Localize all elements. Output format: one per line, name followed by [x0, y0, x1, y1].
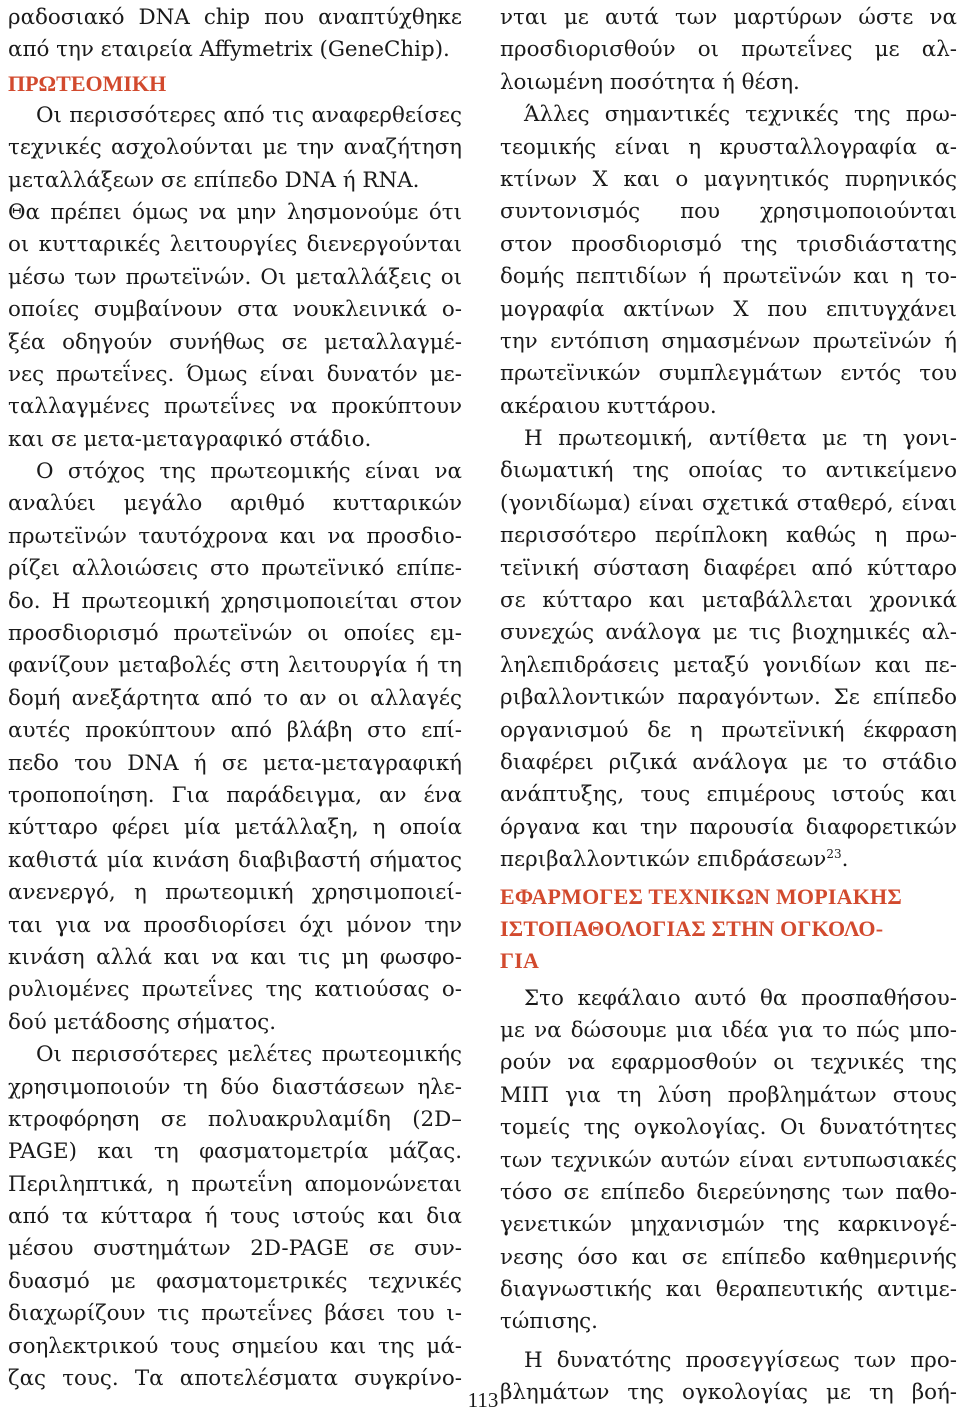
text-line: PAGE) και τη φασματομετρία μάζας. [8, 1139, 462, 1165]
text-line: νες πρωτεΐνες. Όμως είναι δυνατόν με- [8, 361, 462, 387]
text-line: κινάση αλλά και να και τις μη φωσφο- [8, 944, 462, 970]
text-line: ΜΙΠ για τη λύση προβλημάτων στους [500, 1082, 957, 1108]
text-line: περισσότερο περίπλοκη καθώς η πρω- [500, 523, 957, 549]
text-line: σοηλεκτρικού τους σημείου και της μά- [8, 1333, 462, 1359]
text-line: ξέα οδηγούν συνήθως σε μεταλλαγμέ- [8, 329, 462, 355]
text-line: Η δυνατότης προσεγγίσεως των προ- [524, 1347, 957, 1373]
section-heading-proteomics: ΠΡΩΤΕΟΜΙΚΗ [8, 70, 167, 96]
text-line: διαχωρίζουν τις πρωτεΐνες βάσει του ι- [8, 1301, 462, 1327]
text-line: νται με αυτά των μαρτύρων ώστε να [500, 5, 957, 30]
text-line: Θα πρέπει όμως να μην λησμονούμε ότι [8, 199, 462, 225]
text-line: τεχνικές ασχολούνται με την αναζήτηση [8, 135, 462, 161]
text-line: ρυλιομένες πρωτεΐνες της κατιούσας ο- [8, 977, 462, 1003]
left-column [8, 0, 462, 1395]
text-line: μογραφία ακτίνων Χ που επιτυγχάνει [500, 296, 957, 322]
text-line: των τεχνικών αυτών είναι εντυπωσιακές [500, 1147, 957, 1173]
paragraph-applications-continued [500, 1345, 957, 1410]
text-line: Στο κεφάλαιο αυτό θα προσπαθήσου- [524, 985, 957, 1011]
text-line: τομείς της ογκολογίας. Οι δυνατότητες [500, 1115, 957, 1141]
text-line: και σε μετα-μεταγραφικό στάδιο. [8, 426, 372, 452]
text-line: Οι περισσότερες μελέτες πρωτεομικής [36, 1042, 462, 1068]
text-line: καθιστά μία κινάση διαβιβαστή σήματος [8, 847, 462, 873]
text-line: δομή ανεξάρτητα από το αν οι αλλαγές [8, 685, 462, 711]
text-line: προσδιορισθούν οι πρωτεΐνες με αλ- [500, 37, 957, 63]
text-line: χρησιμοποιούν τη δύο διαστάσεων ηλε- [8, 1074, 462, 1100]
text-line: ανενεργό, η πρωτεομική χρησιμοποιεί- [8, 880, 462, 906]
text-line: την εντόπιση σημασμένων πρωτεϊνών ή [500, 328, 957, 354]
paragraph-proteomics-techniques [500, 99, 957, 423]
text-line: συνεχώς ανάλογα με τις βιοχημικές αλ- [500, 620, 957, 646]
text-line: ρούν να εφαρμοσθούν οι τεχνικές της [500, 1050, 957, 1076]
text-line [500, 844, 957, 876]
text-line: οργανισμού δε η πρωτεϊνική έκφραση [500, 717, 957, 743]
text-line: ταλλαγμένες πρωτεΐνες να προκύπτουν [8, 394, 462, 420]
text-line: αναλύει μεγάλο αριθμό κυτταρικών [8, 491, 462, 517]
text-line: νεσης όσο και σε επίπεδο καθημερινής [500, 1244, 957, 1270]
text-line: κύτταρο φέρει μία μετάλλαξη, η οποία [8, 815, 462, 841]
text-line: ρίζει αλλοιώσεις στο πρωτεϊνικό επίπε- [8, 556, 462, 582]
paragraph-proteomics-methods [8, 1039, 462, 1395]
right-column [500, 0, 957, 1410]
text-line: κτίνων Χ και ο μαγνητικός πυρηνικός [500, 166, 957, 192]
text-line: στον προσδιορισμό της τρισδιάστατης [500, 231, 957, 257]
paragraph-applications-intro [500, 983, 957, 1339]
text-line: σε κύτταρο και μεταβάλλεται χρονικά [500, 588, 957, 614]
text-line: Οι περισσότερες από τις αναφερθείσες [36, 102, 462, 128]
text-line: ληλεπιδράσεις μεταξύ γονιδίων και πε- [500, 652, 957, 678]
intro-text [8, 2, 462, 67]
text-line: δού μετάδοσης σήματος. [8, 1009, 277, 1035]
text-line: πρωτεϊνικών συμπλεγμάτων εντός του [500, 361, 957, 387]
text-line: (γονιδίωμα) είναι σχετικά σταθερό, είναι [500, 490, 957, 516]
text-line: μέσου συστημάτων 2D-PAGE σε συν- [8, 1236, 462, 1262]
text-line: γενετικών μηχανισμών της καρκινογέ- [500, 1212, 957, 1238]
text-fragment: . [841, 847, 849, 873]
section-heading-applications [500, 881, 957, 977]
text-line: διαγνωστικής και θεραπευτικής αντιμε- [500, 1277, 957, 1303]
text-line: ται για να προσδιορίσει όχι μόνον την [8, 912, 462, 938]
text-line: βλημάτων της ογκολογίας με τη βοή- [500, 1380, 957, 1406]
text-line: κτροφόρηση σε πολυακρυλαμίδη (2D– [8, 1106, 462, 1132]
paragraph-proteomics-complexity [500, 423, 957, 876]
text-line: τροποποίηση. Για παράδειγμα, αν ένα [8, 782, 462, 808]
text-line: οι κυτταρικές λειτουργίες διενεργούνται [8, 232, 462, 258]
text-line: δο. Η πρωτεομική χρησιμοποιείται στον [8, 588, 462, 614]
citation-reference: 23 [826, 847, 842, 862]
text-line: μεταλλάξεων σε επίπεδο DNA ή RNA. [8, 167, 420, 193]
text-line: τώπισης. [500, 1309, 598, 1335]
text-line: συντονισμός που χρησιμοποιούνται [500, 199, 957, 225]
text-line: όργανα και την παρουσία διαφορετικών [500, 814, 957, 840]
text-fragment: περιβαλλοντικών επιδράσεων [500, 847, 827, 873]
text-line: ραδοσιακό DNA chip που αναπτύχθηκε [8, 5, 462, 30]
text-line: Άλλες σημαντικές τεχνικές της πρω- [524, 102, 957, 128]
text-line: μέσω των πρωτεϊνών. Οι μεταλλάξεις οι [8, 264, 462, 290]
text-line: Ο στόχος της πρωτεομικής είναι να [36, 459, 462, 485]
heading-line: ΓΙΑ [500, 947, 540, 973]
text-line: οποίες συμβαίνουν στα νουκλεινικά ο- [8, 297, 462, 323]
text-line: τεϊνική σύσταση διαφέρει από κύτταρο [500, 555, 957, 581]
text-line: τόσο σε επίπεδο διερεύνησης των παθο- [500, 1179, 957, 1205]
paragraph-proteomics-intro [8, 100, 462, 1039]
text-line: Περιληπτικά, η πρωτεΐνη απομονώνεται [8, 1171, 462, 1197]
text-line: πεδο του DNA ή σε μετα-μεταγραφική [8, 750, 462, 776]
text-line: ανάπτυξης, τους επιμέρους ιστούς και [500, 782, 957, 808]
text-line: από τα κύτταρα ή τους ιστούς και δια [8, 1204, 462, 1230]
text-line: ριβαλλοντικών παραγόντων. Σε επίπεδο [500, 685, 957, 711]
text-line: δομής πεπτιδίων ή πρωτεϊνών και η το- [500, 264, 957, 290]
text-line: Η πρωτεομική, αντίθετα με τη γονι- [524, 426, 957, 452]
text-line: λοιωμένη ποσότητα ή θέση. [500, 69, 800, 95]
text-line: φανίζουν μεταβολές στη λειτουργία ή τη [8, 653, 462, 679]
text-line: προσδιορισμό πρωτεϊνών οι οποίες εμ- [8, 621, 462, 647]
heading-line: ΕΦΑΡΜΟΓΕΣ ΤΕΧΝΙΚΩΝ ΜΟΡΙΑΚΗΣ [500, 883, 902, 909]
text-line: πρωτεϊνών ταυτόχρονα και να προσδιο- [8, 523, 462, 549]
text-line: δυασμό με φασματομετρικές τεχνικές [8, 1268, 462, 1294]
page-number: 113 [467, 1388, 499, 1412]
text-line: διωματική της οποίας το αντικείμενο [500, 458, 957, 484]
text-line: από την εταιρεία Affymetrix (GeneChip). [8, 37, 450, 63]
text-line: ακέραιου κυττάρου. [500, 393, 717, 419]
text-line: τεομικής είναι η κρυσταλλογραφία α- [500, 134, 957, 160]
text-line: αυτές προκύπτουν από βλάβη στο επί- [8, 718, 462, 744]
paragraph-continuation [500, 2, 957, 99]
text-line: διαφέρει ριζικά ανάλογα με το στάδιο [500, 749, 957, 775]
heading-line: ΙΣΤΟΠΑΘΟΛΟΓΙΑΣ ΣΤΗΝ ΟΓΚΟΛΟ- [500, 915, 884, 941]
text-line: ζας τους. Τα αποτελέσματα συγκρίνο- [8, 1366, 462, 1392]
text-line: με να δώσουμε μια ιδέα για το πώς μπο- [500, 1017, 957, 1043]
